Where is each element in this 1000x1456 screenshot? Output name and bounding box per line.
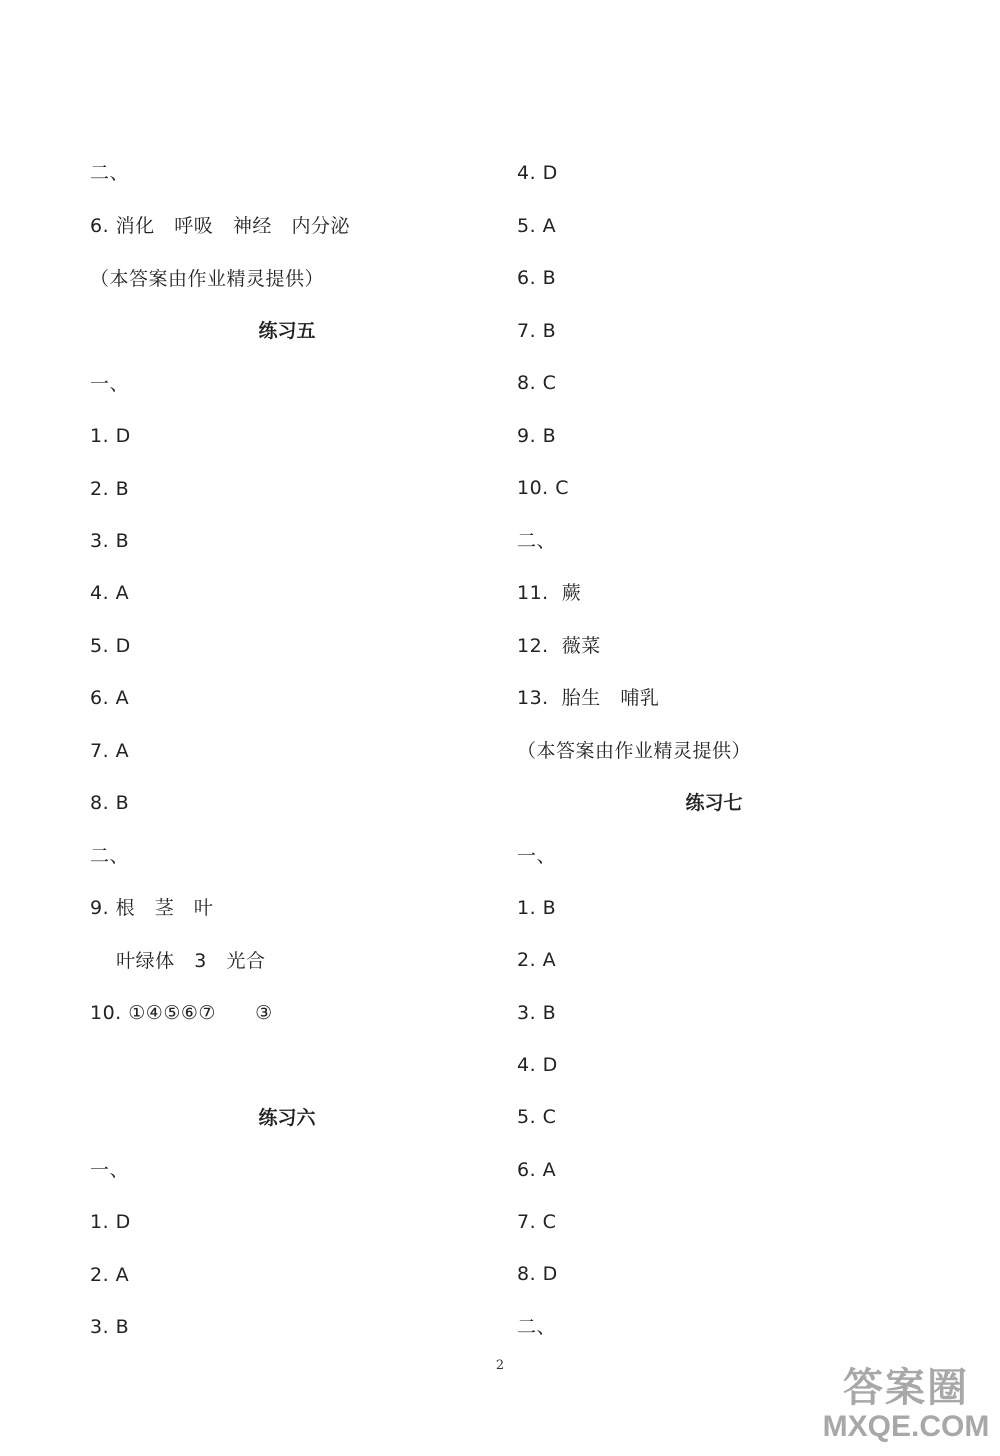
answer-line: 10. ①④⑤⑥⑦ ③	[90, 1002, 273, 1024]
answer-line: 5. C	[517, 1106, 557, 1128]
answer-line: 12. 薇菜	[517, 635, 601, 657]
answer-line: 6. A	[90, 687, 130, 709]
answer-line: 3. B	[90, 530, 130, 552]
answer-line: 2. A	[90, 1264, 130, 1286]
part-heading: 一、	[90, 373, 130, 395]
part-heading: 二、	[517, 1316, 557, 1338]
part-heading: 一、	[517, 845, 557, 867]
answer-line: 1. D	[90, 1211, 131, 1233]
answer-line: 9. B	[517, 425, 557, 447]
answer-line: 13. 胎生 哺乳	[517, 687, 660, 709]
answer-line: 3. B	[90, 1316, 130, 1338]
page-number: 2	[495, 1358, 505, 1373]
answer-line: 8. B	[90, 792, 130, 814]
source-note: （本答案由作业精灵提供）	[517, 740, 752, 762]
part-heading: 一、	[90, 1159, 130, 1181]
answer-line: 1. B	[517, 897, 557, 919]
answer-line: 7. B	[517, 320, 557, 342]
answer-line: 9. 根 茎 叶	[90, 897, 214, 919]
answer-line: 2. A	[517, 949, 557, 971]
answer-line: 7. C	[517, 1211, 557, 1233]
answer-line: 3. B	[517, 1002, 557, 1024]
answer-line: 5. A	[517, 215, 557, 237]
answer-line: 7. A	[90, 740, 130, 762]
answer-line: 4. A	[90, 582, 130, 604]
answer-line: 11. 蕨	[517, 582, 582, 604]
watermark-title: 答案圈	[843, 1365, 969, 1411]
answer-line: 10. C	[517, 477, 570, 499]
answer-line: 6. B	[517, 267, 557, 289]
answer-line: 6. 消化 呼吸 神经 内分泌	[90, 215, 351, 237]
answer-line: 5. D	[90, 635, 131, 657]
part-heading: 二、	[90, 845, 130, 867]
watermark-domain: MXQE.COM	[822, 1410, 990, 1443]
part-heading: 二、	[90, 162, 130, 184]
answer-line: 8. C	[517, 372, 557, 394]
answer-line: 1. D	[90, 425, 131, 447]
section-title: 练习五	[258, 320, 316, 342]
part-heading: 二、	[517, 530, 557, 552]
answer-line: 叶绿体 3 光合	[90, 950, 266, 972]
site-watermark-logo	[820, 1364, 992, 1450]
answer-line: 2. B	[90, 478, 130, 500]
answer-line: 8. D	[517, 1263, 558, 1285]
answer-line: 4. D	[517, 162, 558, 184]
section-title: 练习七	[685, 792, 743, 814]
section-title: 练习六	[258, 1107, 316, 1129]
answer-line: 4. D	[517, 1054, 558, 1076]
source-note: （本答案由作业精灵提供）	[90, 268, 325, 290]
answer-line: 6. A	[517, 1159, 557, 1181]
